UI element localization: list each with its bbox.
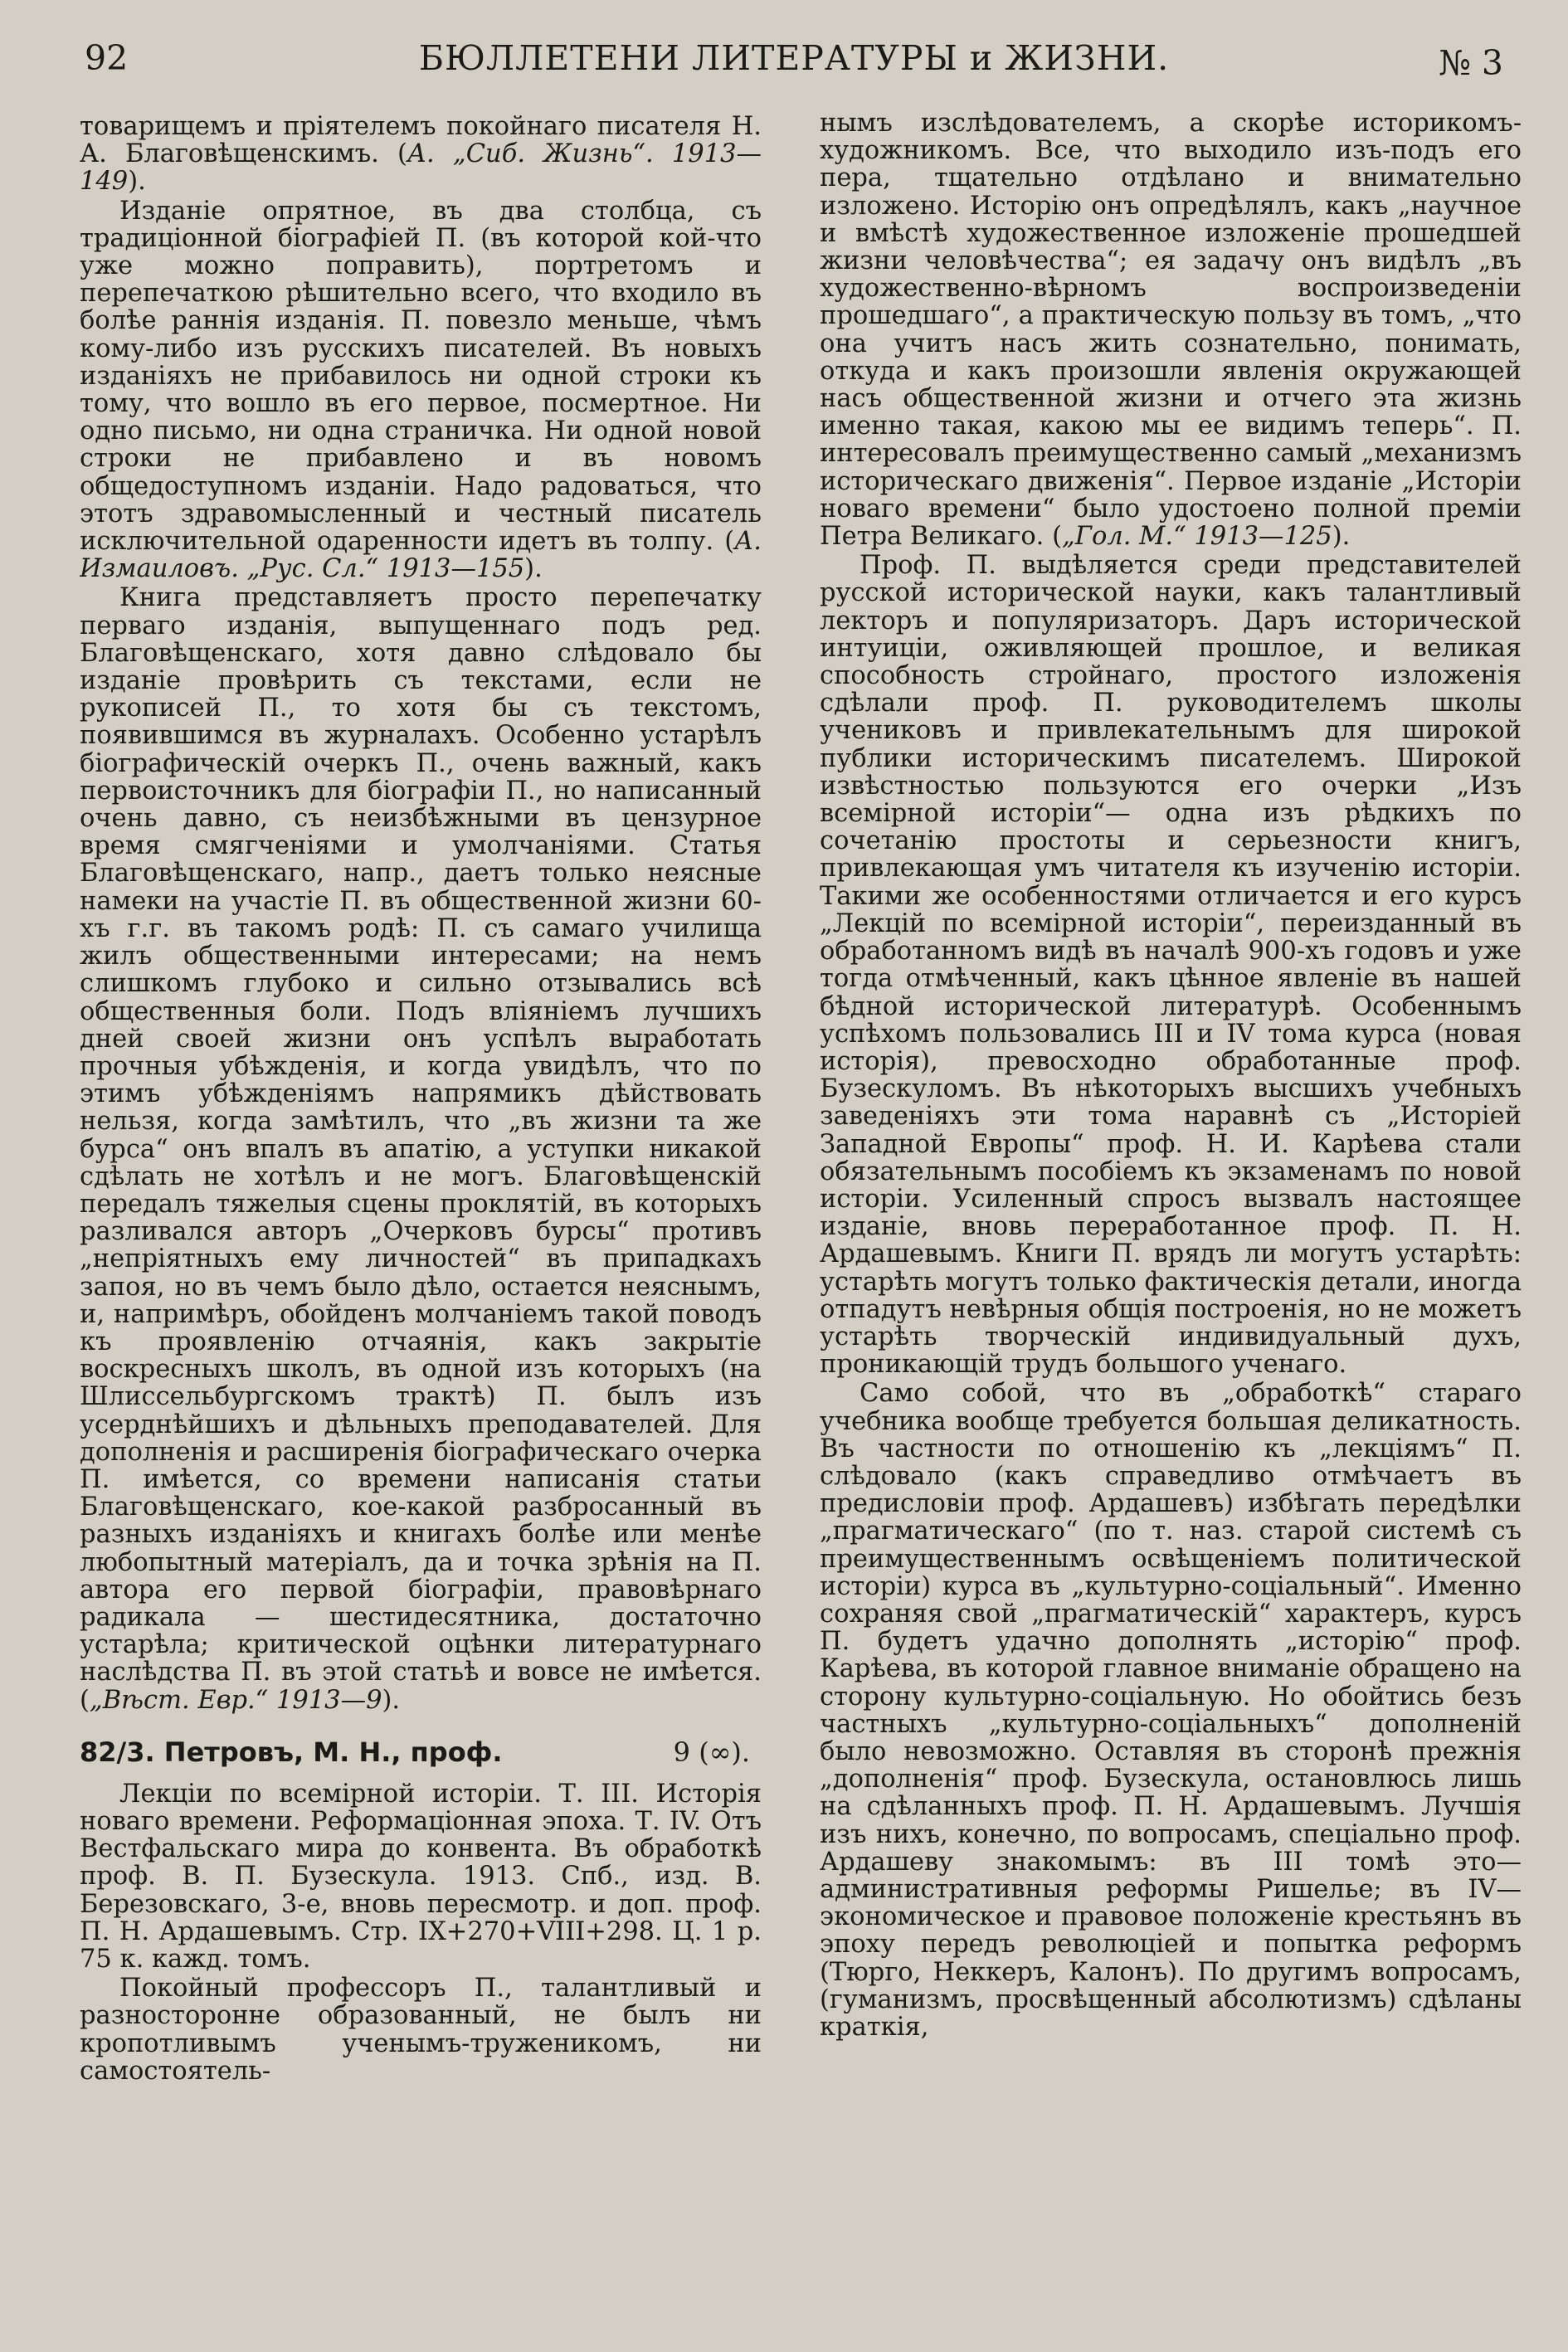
paragraph: Покойный профессоръ П., талантливый и разносторонне образованный, не былъ ни кропотливымъ ученымъ-труженикомъ, ни самостоятель-	[80, 1974, 762, 2086]
page-header	[80, 32, 1508, 90]
running-title: БЮЛЛЕТЕНИ ЛИТЕРАТУРЫ и ЖИЗНИ.	[418, 38, 1170, 78]
issue-number: № 3	[1439, 43, 1503, 83]
left-column	[80, 113, 762, 2332]
paragraph: Само собой, что въ „обработкѣ“ стараго учебника вообще требуется большая деликатность. Въ частности по отношенію къ „лекціямъ“ П. слѣдовало (какъ справедливо отмѣчаетъ въ предисловіи проф. Ардашевъ) избѣгать передѣлки „прагматическаго“ (по т. наз. старой системѣ съ преимущественнымъ освѣщеніемъ политической исторіи) курса въ „культурно-соціальный“. Именно сохраняя свой „прагматическій“ характеръ, курсъ П. будетъ удачно дополнять „исторію“ проф. Карѣева, въ которой главное вниманіе обращено на сторону культурно-соціальную. Но обойтись безъ частныхъ „культурно-соціальныхъ“ дополненій было невозможно. Оставляя въ сторонѣ прежнія „дополненія“ проф. Бузескула, остановлюсь лишь на сдѣланныхъ проф. П. Н. Ардашевымъ. Лучшія изъ нихъ, конечно, по вопросамъ, спеціально проф. Ардашеву знакомымъ: въ III томѣ это—административныя реформы Ришелье; въ IV—экономическое и правовое положеніе крестьянъ въ эпоху передъ революціей и попытка реформъ (Тюрго, Неккеръ, Калонъ). По другимъ вопросамъ, (гуманизмъ, просвѣщенный абсолютизмъ) сдѣланы краткія,	[820, 1379, 1522, 2043]
source-citation: „Вѣст. Евр.“ 1913—9	[89, 1685, 382, 1715]
source-citation: А. „Сиб. Жизнь“. 1913—149	[80, 139, 762, 197]
right-column	[820, 110, 1522, 2332]
bibliographic-description: Лекціи по всемірной исторіи. Т. III. Исторія новаго времени. Реформаціонная эпоха. Т. IV. Отъ Вестфальскаго мира до конвента. Въ обработкѣ проф. В. П. Бузескула. 1913. Спб., изд. В. Березовскаго, 3-е, вновь пересмотр. и доп. проф. П. Н. Ардашевымъ. Стр. IX+270+VIII+298. Ц. 1 р. 75 к. кажд. томъ.	[80, 1779, 762, 1974]
paragraph-text: товарищемъ и пріятелемъ покойнаго писателя Н. А. Благовѣщенскимъ. (	[80, 113, 762, 169]
paragraph: Проф. П. выдѣляется среди представителей русской исторической науки, какъ талантливый лекторъ и популяризаторъ. Даръ исторической интуиціи, оживляющей прошлое, и великая способность стройнаго, простого изложенія сдѣлали проф. П. руководителемъ школы учениковъ и привлекательнымъ для широкой публики историческимъ писателемъ. Широкой извѣстностью пользуются его очерки „Изъ всемірной исторіи“— одна изъ рѣдкихъ по сочетанію простоты и серьезности книгъ, привлекающая умъ читателя къ изученію исторіи. Такими же особенностями отличается и его курсъ „Лекцій по всемірной исторіи“, переизданный въ обработанномъ видѣ въ началѣ 900-хъ годовъ и уже тогда отмѣченный, какъ цѣнное явленіе въ нашей бѣдной исторической литературѣ. Особеннымъ успѣхомъ пользовались III и IV тома курса (новая исторія), превосходно обработанные проф. Бузескуломъ. Въ нѣкоторыхъ высшихъ учебныхъ заведеніяхъ эти тома наравнѣ съ „Исторіей Западной Европы“ проф. Н. И. Карѣева стали обязательнымъ пособіемъ къ экзаменамъ по новой исторіи. Усиленный спросъ вызвалъ настоящее изданіе, вновь переработанное проф. П. Н. Ардашевымъ. Книги П. врядъ ли могутъ устарѣть: устарѣть могутъ только фактическія детали, иногда отпадутъ невѣрныя общія построенія, но не можетъ устарѣть творческій индивидуальный духъ, проникающій трудъ большого ученаго.	[820, 551, 1522, 1380]
paragraph-text: Изданіе опрятное, въ два столбца, съ традиціонной біографіей П. (въ которой кой-что уже можно поправить), портретомъ и перепечаткою рѣшительно всего, что входило въ болѣе раннія изданія. П. повезло меньше, чѣмъ кому-либо изъ русскихъ писателей. Въ новыхъ изданіяхъ не прибавилось ни одной строки къ тому, что вошло въ его первое, посмертное. Ни одно письмо, ни одна страничка. Ни одной новой строки не прибавлено и въ новомъ общедоступномъ изданіи. Надо радоваться, что этотъ здравомысленный и честный писатель исключительной одаренности идетъ въ толпу. (	[80, 196, 762, 557]
source-citation: А. Измаиловъ. „Рус. Сл.“ 1913—155	[80, 527, 762, 584]
text-columns	[80, 110, 1522, 2332]
paragraph	[80, 197, 762, 583]
citation-end: ).	[1332, 522, 1351, 552]
citation-end: ).	[524, 554, 543, 584]
page-number: 92	[85, 38, 129, 78]
paragraph	[820, 110, 1522, 550]
paragraph	[80, 584, 762, 1713]
citation-end: ).	[128, 167, 146, 197]
catalog-entry-heading	[80, 1736, 762, 1769]
paragraph-text: Книга представляетъ просто перепечатку перваго изданія, выпущеннаго подъ ред. Благовѣщенскаго, хотя давно слѣдовало бы изданіе провѣрить съ текстами, если не рукописей П., то хотя бы съ текстомъ, появившимся въ журналахъ. Особенно устарѣлъ біографическій очеркъ П., очень важный, какъ первоисточникъ для біографіи П., но написанный очень давно, съ неизбѣжными въ цензурное время смягченіями и умолчаніями. Статья Благовѣщенскаго, напр., даетъ только неясные намеки на участіе П. въ общественной жизни 60-хъ г.г. въ такомъ родѣ: П. съ самаго училища жилъ общественными интересами; на немъ слишкомъ глубоко и сильно отзывались всѣ общественныя боли. Подъ вліяніемъ лучшихъ дней своей жизни онъ успѣлъ выработать прочныя убѣжденія, и когда увидѣлъ, что по этимъ убѣжденіямъ напрямикъ дѣйствовать нельзя, когда замѣтилъ, что „въ жизни та же бурса“ онъ впалъ въ апатію, а уступки никакой сдѣлать не хотѣлъ и не могъ. Благовѣщенскій передалъ тяжелыя сцены проклятій, въ которыхъ разливался авторъ „Очерковъ бурсы“ противъ „непріятныхъ ему личностей“ въ припадкахъ запоя, но въ чемъ было дѣло, остается неяснымъ, и, напримѣръ, обойденъ молчаніемъ такой поводъ къ проявленію отчаянія, какъ закрытіе воскресныхъ школъ, въ одной изъ которыхъ (на Шлиссельбургскомъ трактѣ) П. былъ изъ усерднѣйшихъ и дѣльныхъ преподавателей. Для дополненія и расширенія біографическаго очерка П. имѣется, со времени написанія статьи Благовѣщенскаго, кое-какой разбросанный въ разныхъ изданіяхъ и книгахъ болѣе или менѣе любопытный матеріалъ, да и точка зрѣнія на П. автора его первой біографіи, правовѣрнаго радикала — шестидесятника, достаточно устарѣла; критической оцѣнки литературнаго наслѣдства П. въ этой статьѣ и вовсе не имѣется. (	[80, 583, 762, 1715]
source-citation: „Гол. М.“ 1913—125	[1061, 522, 1332, 552]
citation-end: ).	[382, 1685, 401, 1715]
paragraph	[80, 113, 762, 196]
entry-author: 82/3. Петровъ, М. Н., проф.	[80, 1736, 503, 1768]
paragraph-text: нымъ изслѣдователемъ, а скорѣе историкомъ-художникомъ. Все, что выходило изъ-подъ его пера, тщательно отдѣлано и внимательно изложено. Исторію онъ опредѣлялъ, какъ „научное и вмѣстѣ художественное изложеніе прошедшей жизни человѣчества“; ея задачу онъ видѣлъ „въ художественно-вѣрномъ воспроизведеніи прошедшаго“, а практическую пользу въ томъ, „что она учитъ насъ жить сознательно, понимать, откуда и какъ произошли явленія окружающей насъ общественной жизни и отчего эта жизнь именно такая, какою мы ее видимъ теперь“. П. интересовалъ преимущественно самый „механизмъ историческаго движенія“. Первое изданіе „Исторіи новаго времени“ было удостоено полной преміи Петра Великаго. (	[820, 110, 1522, 552]
entry-number: 9 (∞).	[673, 1736, 750, 1768]
